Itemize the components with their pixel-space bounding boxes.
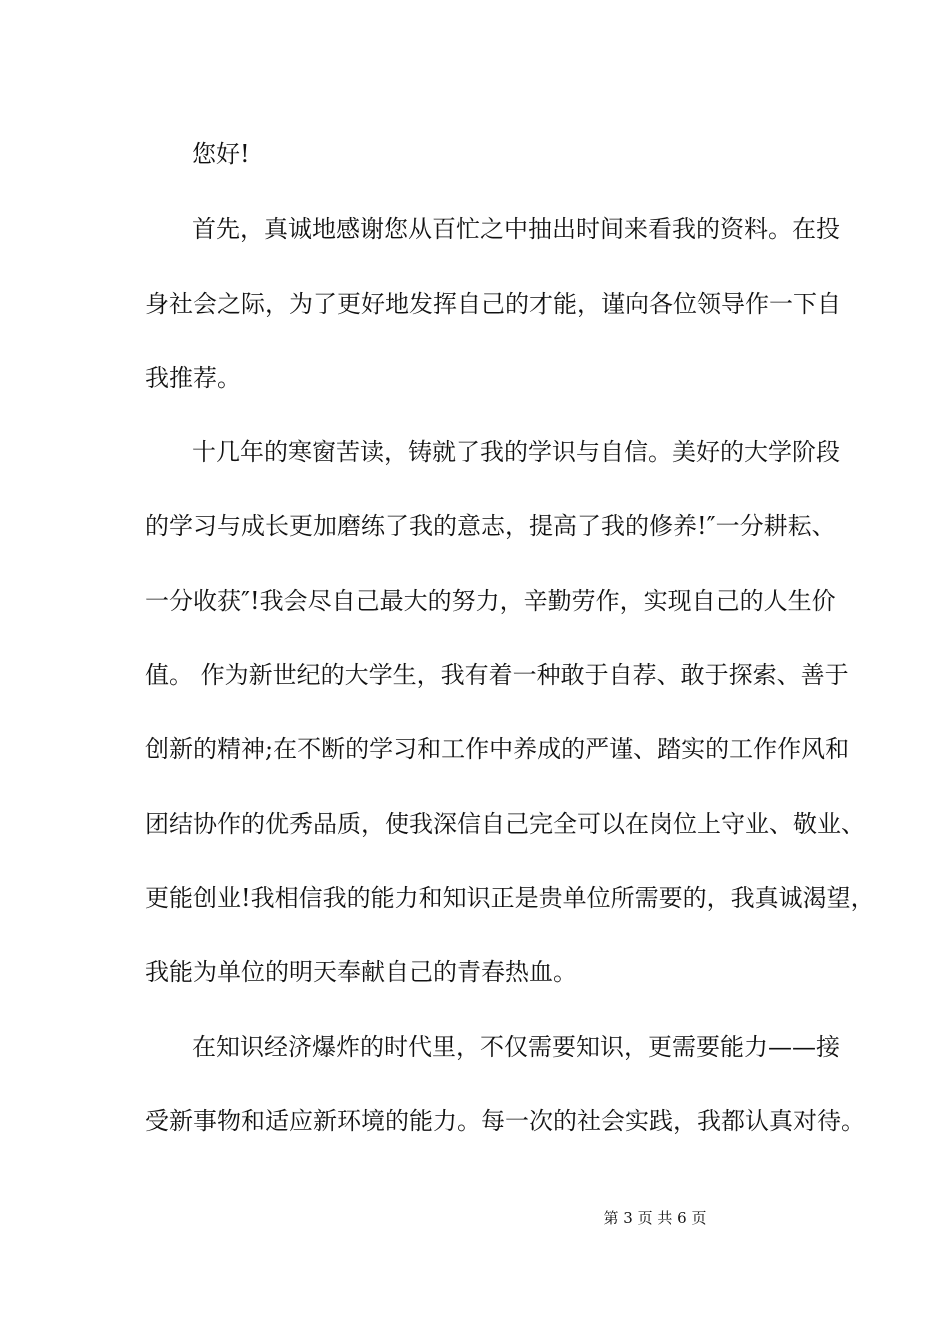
- paragraph-line: 的学习与成长更加磨练了我的意志，提高了我的修养!″一分耕耘、: [145, 512, 836, 540]
- paragraph-line: 团结协作的优秀品质，使我深信自己完全可以在岗位上守业、敬业、: [145, 810, 865, 838]
- paragraph-line: 我能为单位的明天奉献自己的青春热血。: [145, 958, 577, 986]
- paragraph-line: 更能创业!我相信我的能力和知识正是贵单位所需要的，我真诚渴望，: [145, 884, 875, 912]
- paragraph-line: 一分收获″!我会尽自己最大的努力，辛勤劳作，实现自己的人生价: [145, 587, 836, 615]
- paragraph-line: 我推荐。: [145, 364, 241, 392]
- paragraph-line: 在知识经济爆炸的时代里，不仅需要知识，更需要能力——接: [192, 1033, 840, 1061]
- paragraph-line: 创新的精神;在不断的学习和工作中养成的严谨、踏实的工作作风和: [145, 735, 850, 763]
- paragraph-line: 首先，真诚地感谢您从百忙之中抽出时间来看我的资料。在投: [192, 215, 840, 243]
- paragraph-line: 十几年的寒窗苦读，铸就了我的学识与自信。美好的大学阶段: [192, 438, 840, 466]
- paragraph-line: 值。 作为新世纪的大学生，我有着一种敢于自荐、敢于探索、善于: [145, 661, 849, 689]
- paragraph-line: 受新事物和适应新环境的能力。每一次的社会实践，我都认真对待。: [145, 1107, 865, 1135]
- paragraph-line: 身社会之际，为了更好地发挥自己的才能，谨向各位领导作一下自: [145, 290, 841, 318]
- greeting-line: 您好!: [192, 140, 250, 168]
- page-number-footer: 第 3 页 共 6 页: [603, 1209, 707, 1227]
